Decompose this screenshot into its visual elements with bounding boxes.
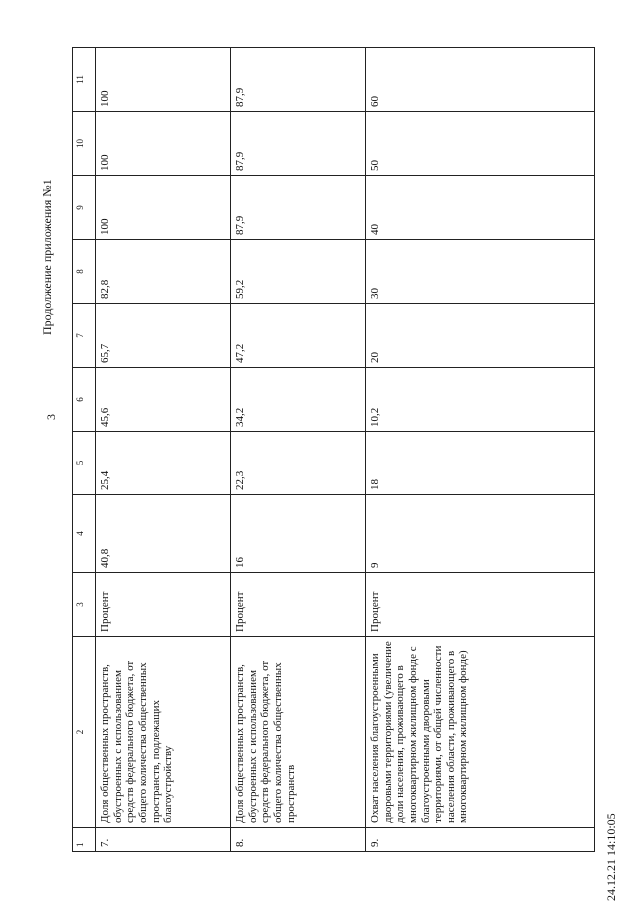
column-header: 3 bbox=[73, 573, 96, 637]
row-description: Охват населения благоустроенными дворовыми территориями (увеличение доли населения, проживающего в многоквартирном жилищном фонде с благоустроенными дворовыми территориями, от общей численности населения области, проживающего в многоквартирном жилищном фонде) bbox=[366, 637, 595, 828]
table-row bbox=[96, 48, 231, 852]
row-value: 40 bbox=[366, 176, 595, 240]
row-value: 59,2 bbox=[231, 240, 366, 304]
row-description: Доля общественных пространств, обустроенных с использованием средств федерального бюджета, от общего количества общественных пространств, подлежащих благоустройству bbox=[96, 637, 231, 828]
row-value: 10,2 bbox=[366, 368, 595, 432]
row-value: 87,9 bbox=[231, 112, 366, 176]
column-header: 2 bbox=[73, 637, 96, 828]
row-value: 100 bbox=[96, 176, 231, 240]
continuation-label: Продолжение приложения №1 bbox=[40, 179, 54, 335]
indicators-table bbox=[72, 47, 595, 852]
row-value: 22,3 bbox=[231, 432, 366, 495]
row-value: 16 bbox=[231, 495, 366, 573]
row-value: 9 bbox=[366, 495, 595, 573]
page-number: 3 bbox=[44, 414, 58, 420]
column-header: 11 bbox=[73, 48, 96, 112]
table-header-row bbox=[73, 48, 96, 852]
row-value: 87,9 bbox=[231, 176, 366, 240]
row-description: Доля общественных пространств, обустроенных с использованием средств федерального бюджета, от общего количества общественных пространств bbox=[231, 637, 366, 828]
row-value: 40,8 bbox=[96, 495, 231, 573]
row-value: 50 bbox=[366, 112, 595, 176]
row-value: 30 bbox=[366, 240, 595, 304]
row-value: 60 bbox=[366, 48, 595, 112]
row-unit: Процент bbox=[96, 573, 231, 637]
column-header: 5 bbox=[73, 432, 96, 495]
row-number: 8. bbox=[231, 828, 366, 852]
row-value: 18 bbox=[366, 432, 595, 495]
print-timestamp: 24.12.21 14:10:05 bbox=[604, 813, 618, 901]
table-row bbox=[366, 48, 595, 852]
column-header: 8 bbox=[73, 240, 96, 304]
row-value: 87,9 bbox=[231, 48, 366, 112]
column-header: 1 bbox=[73, 828, 96, 852]
row-value: 65,7 bbox=[96, 304, 231, 368]
row-value: 20 bbox=[366, 304, 595, 368]
column-header: 10 bbox=[73, 112, 96, 176]
table-row bbox=[231, 48, 366, 852]
row-unit: Процент bbox=[366, 573, 595, 637]
row-number: 9. bbox=[366, 828, 595, 852]
column-header: 7 bbox=[73, 304, 96, 368]
row-number: 7. bbox=[96, 828, 231, 852]
row-value: 25,4 bbox=[96, 432, 231, 495]
row-value: 34,2 bbox=[231, 368, 366, 432]
row-value: 100 bbox=[96, 112, 231, 176]
column-header: 9 bbox=[73, 176, 96, 240]
row-unit: Процент bbox=[231, 573, 366, 637]
row-value: 100 bbox=[96, 48, 231, 112]
row-value: 45,6 bbox=[96, 368, 231, 432]
row-value: 82,8 bbox=[96, 240, 231, 304]
row-value: 47,2 bbox=[231, 304, 366, 368]
column-header: 6 bbox=[73, 368, 96, 432]
column-header: 4 bbox=[73, 495, 96, 573]
